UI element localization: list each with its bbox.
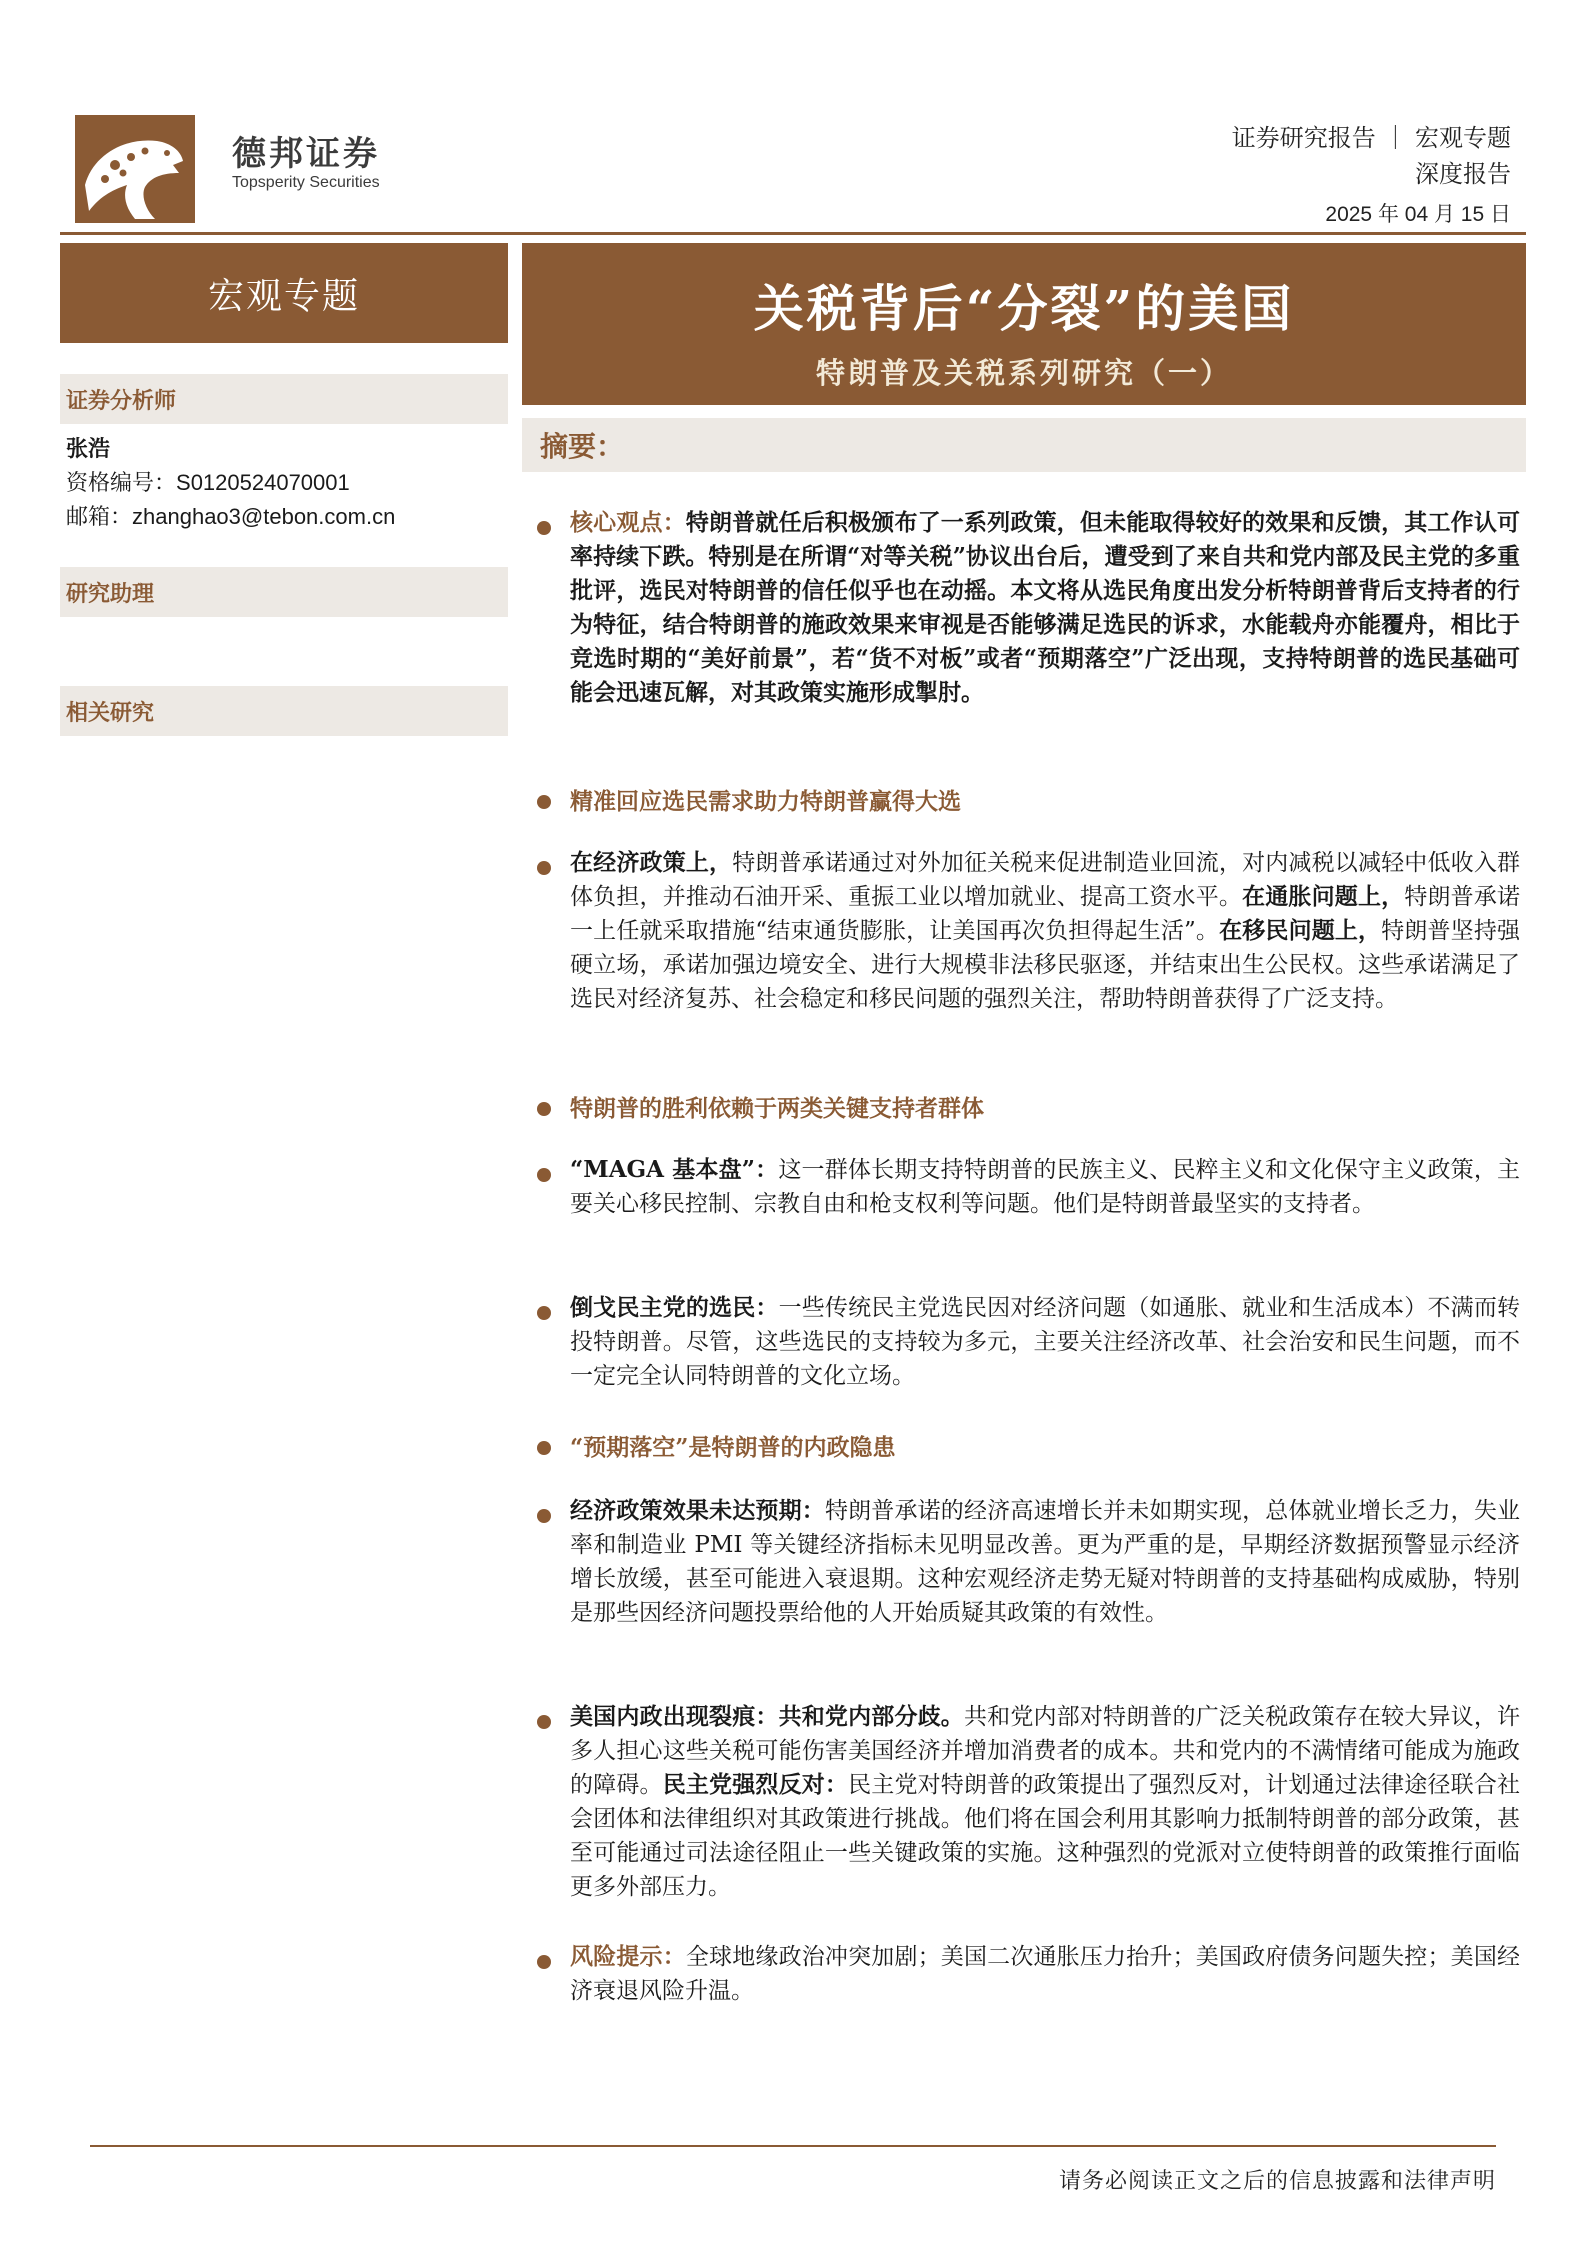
- footer-divider: [90, 2145, 1496, 2147]
- s1-text1: 特朗普承诺通过对外加征关税来促进制造业回流，对内减税以减轻中低收入群体负担，并推动石油开采、重振工业以增加就业、提高工资水平。: [570, 850, 1521, 910]
- s3-lead2: 美国内政出现裂痕：共和党内部分歧。: [570, 1703, 964, 1730]
- related-heading: 相关研究: [60, 686, 508, 736]
- bullet-section3: [537, 1441, 551, 1455]
- s2-text1: 这一群体长期支持特朗普的民族主义、民粹主义和文化保守主义政策，主要关心移民控制、宗教自由和枪支权利等问题。他们是特朗普最坚实的支持者。: [570, 1157, 1521, 1217]
- title-block: [522, 243, 1526, 405]
- s3-text1: 特朗普承诺的经济高速增长并未如期实现，总体就业增长乏力，失业率和制造业 PMI 等关键经济指标未见明显改善。更为严重的是，早期经济数据预警显示经济增长放缓，甚至可能进入衰退期。这种宏观经济走势无疑对特朗普的支持基础构成威胁，特别是那些因经济问题投票给他的人开始质疑其政策的有效性。: [570, 1498, 1521, 1626]
- category-banner: 宏观专题: [60, 243, 508, 343]
- report-depth: 深度报告: [1415, 160, 1511, 188]
- section2-item1: [570, 1153, 1520, 1221]
- section1-paragraph: [570, 846, 1520, 1016]
- bullet-section1: [537, 795, 551, 809]
- risk-text: 全球地缘政治冲突加剧；美国二次通胀压力抬升；美国政府债务问题失控；美国经济衰退风险升温。: [570, 1944, 1521, 2004]
- core-label: 核心观点：: [570, 509, 686, 536]
- bullet-s3-item1: [537, 1509, 551, 1523]
- s2-text2: 一些传统民主党选民因对经济问题（如通胀、就业和生活成本）不满而转投特朗普。尽管，这些选民的支持较为多元，主要关注经济改革、社会治安和民生问题，而不一定完全认同特朗普的文化立场。: [570, 1295, 1521, 1389]
- section3-item1: [570, 1494, 1520, 1630]
- s3-lead1: 经济政策效果未达预期：: [570, 1497, 825, 1524]
- bullet-risk: [537, 1955, 551, 1969]
- header-divider: [60, 232, 1526, 235]
- core-view-paragraph: [570, 506, 1520, 710]
- risk-paragraph: [570, 1940, 1520, 2008]
- s1-lead1: 在经济政策上，: [570, 849, 733, 876]
- bullet-s2-item2: [537, 1306, 551, 1320]
- bullet-s2-item1: [537, 1168, 551, 1182]
- s3-text3: 民主党对特朗普的政策提出了强烈反对，计划通过法律途径联合社会团体和法律组织对其政策进行挑战。他们将在国会利用其影响力抵制特朗普的部分政策，甚至可能通过司法途径阻止一些关键政策的实施。这种强烈的党派对立使特朗普的政策推行面临更多外部压力。: [570, 1772, 1521, 1900]
- s1-text2: 特朗普承诺一上任就采取措施“结束通货膨胀，让美国再次负担得起生活”。: [570, 884, 1521, 944]
- s1-text3: 特朗普坚持强硬立场，承诺加强边境安全、进行大规模非法移民驱逐，并结束出生公民权。这些承诺满足了选民对经济复苏、社会稳定和移民问题的强烈关注，帮助特朗普获得了广泛支持。: [570, 918, 1520, 1012]
- s1-lead3: 在移民问题上，: [1219, 917, 1382, 944]
- footer-disclaimer: 请务必阅读正文之后的信息披露和法律声明: [1058, 2169, 1496, 2194]
- report-title: 关税背后“分裂”的美国: [753, 279, 1295, 338]
- section3-heading: “预期落空”是特朗普的内政隐患: [570, 1434, 896, 1461]
- risk-label: 风险提示：: [570, 1943, 686, 1970]
- brand-name-en: Topsperity Securities: [232, 174, 380, 191]
- section3-item2: [570, 1700, 1520, 1904]
- summary-heading: 摘要：: [522, 418, 1526, 472]
- report-date: 2025 年 04 月 15 日: [1325, 203, 1511, 226]
- bullet-s3-item2: [537, 1715, 551, 1729]
- core-text: 特朗普就任后积极颁布了一系列政策，但未能取得较好的效果和反馈，其工作认可率持续下跌。特别是在所谓“对等关税”协议出台后，遭受到了来自共和党内部及民主党的多重批评，选民对特朗普的信任似乎也在动摇。本文将从选民角度出发分析特朗普背后支持者的行为特征，结合特朗普的施政效果来审视是否能够满足选民的诉求，水能载舟亦能覆舟，相比于竞选时期的“美好前景”，若“货不对板”或者“预期落空”广泛出现，支持特朗普的选民基础可能会迅速瓦解，对其政策实施形成掣肘。: [570, 509, 1521, 706]
- s3-text2: 共和党内部对特朗普的广泛关税政策存在较大异议，许多人担心这些关税可能伤害美国经济并增加消费者的成本。共和党内的不满情绪可能成为施政的障碍。: [570, 1704, 1521, 1798]
- license-label: 资格编号：: [66, 471, 177, 496]
- bullet-core: [537, 521, 551, 535]
- license-value: S0120524070001: [176, 470, 350, 495]
- company-logo: [75, 115, 195, 223]
- report-type: 证券研究报告 ｜ 宏观专题: [1231, 124, 1511, 152]
- analyst-heading: 证券分析师: [60, 374, 508, 424]
- email-value[interactable]: zhanghao3@tebon.com.cn: [132, 504, 396, 529]
- s2-lead2: 倒戈民主党的选民：: [570, 1294, 779, 1321]
- s1-lead2: 在通胀问题上，: [1242, 883, 1405, 910]
- analyst-name: 张浩: [66, 436, 111, 462]
- analyst-email: [66, 500, 395, 531]
- s2-lead1: “MAGA 基本盘”：: [570, 1156, 779, 1183]
- email-label: 邮箱：: [66, 505, 133, 530]
- report-subtitle: 特朗普及关税系列研究（一）: [815, 356, 1232, 390]
- analyst-license: [66, 466, 350, 497]
- bullet-s1-body: [537, 861, 551, 875]
- section1-heading: 精准回应选民需求助力特朗普赢得大选: [570, 788, 961, 815]
- bullet-section2: [537, 1102, 551, 1116]
- assistant-heading: 研究助理: [60, 567, 508, 617]
- section2-item2: [570, 1291, 1520, 1393]
- section2-heading: 特朗普的胜利依赖于两类关键支持者群体: [570, 1095, 984, 1122]
- s3-lead3: 民主党强烈反对：: [662, 1771, 849, 1798]
- brand-name-cn: 德邦证券: [232, 134, 380, 174]
